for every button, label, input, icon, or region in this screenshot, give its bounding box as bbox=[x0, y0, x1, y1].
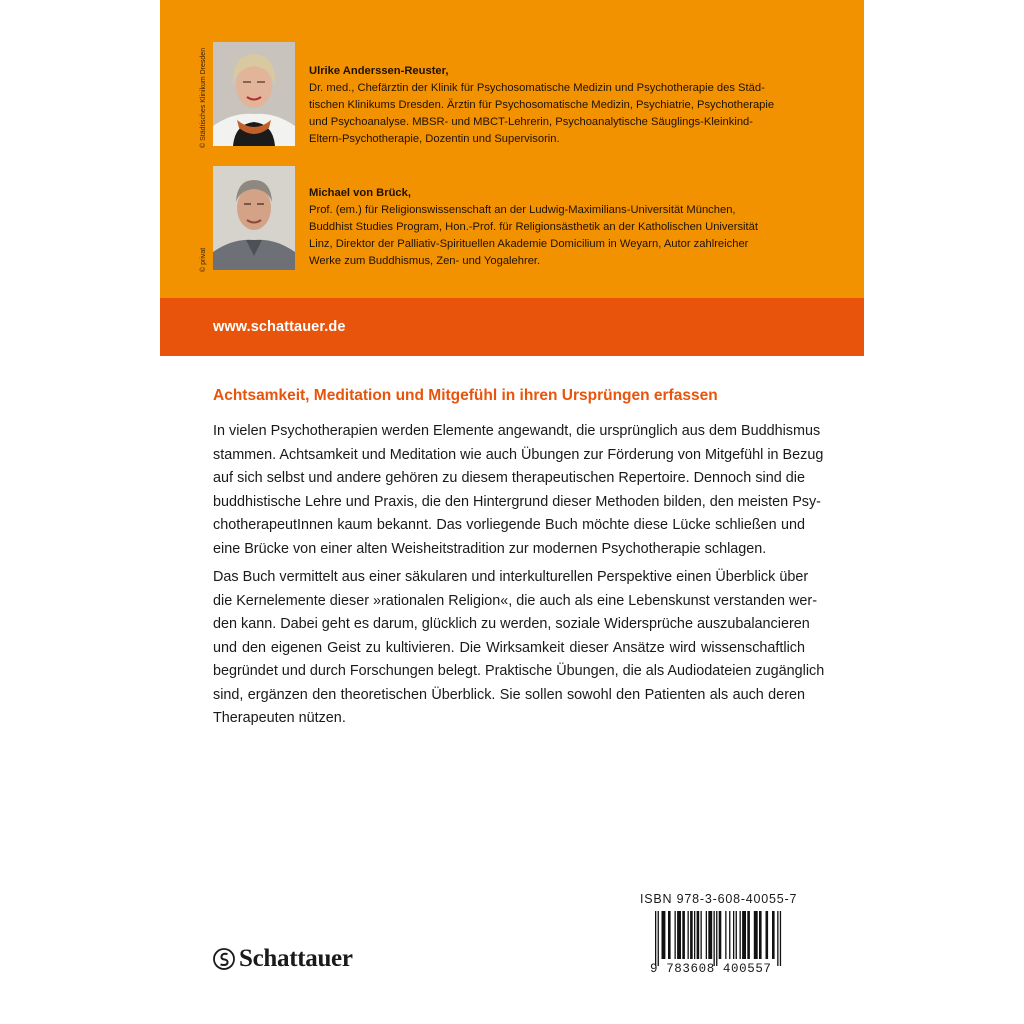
bio-line: Buddhist Studies Program, Hon.-Prof. für Religionsästhetik an der Katholischen Universität bbox=[309, 221, 758, 233]
schattauer-logo-icon bbox=[213, 948, 235, 970]
paragraph-line: auf sich selbst und andere gehören zu diesem therapeutischen Repertoire. Dennoch sind die bbox=[213, 470, 805, 486]
author-photo-1 bbox=[213, 42, 295, 146]
website-link[interactable]: www.schattauer.de bbox=[213, 319, 346, 335]
author-bio-2 bbox=[309, 185, 789, 270]
headline: Achtsamkeit, Meditation und Mitgefühl in ihren Ursprüngen erfassen bbox=[213, 387, 718, 404]
bio-line: Dr. med., Chefärztin der Klinik für Psychosomatische Medizin und Psychotherapie des Städ- bbox=[309, 82, 765, 94]
author-name-1: Ulrike Anderssen-Reuster, bbox=[309, 65, 449, 77]
paragraph-line: begründet und durch Forschungen belegt. Praktische Übungen, die als Audiodateien zugänglich bbox=[213, 663, 825, 679]
author-bio-1 bbox=[309, 63, 789, 148]
barcode-digits: 9 783608 400557 bbox=[650, 962, 772, 976]
bio-line: Linz, Direktor der Palliativ-Spirituellen Akademie Domicilium in Weyarn, Autor zahlreicher bbox=[309, 238, 749, 250]
bio-line: tischen Klinikums Dresden. Ärztin für Psychosomatische Medizin, Psychiatrie, Psychotherapie bbox=[309, 99, 775, 111]
paragraph-line: den kann. Dabei geht es darum, glücklich zu werden, soziale Widersprüche auszubalancieren bbox=[213, 616, 810, 632]
paragraph-line: sind, ergänzen den theoretischen Überblick. Sie sollen sowohl den Patienten als auch deren bbox=[213, 686, 805, 703]
photo-credit-2: © privat bbox=[200, 247, 207, 272]
paragraph-1 bbox=[213, 420, 824, 561]
barcode bbox=[653, 911, 806, 966]
bio-line: Werke zum Buddhismus, Zen- und Yogalehrer. bbox=[309, 255, 541, 267]
paragraph-line: stammen. Achtsamkeit und Meditation wie auch Übungen zur Förderung von Mitgefühl in Bezug bbox=[213, 446, 824, 463]
isbn-text: ISBN 978-3-608-40055-7 bbox=[640, 892, 798, 906]
paragraph-line: die Kernelemente dieser »rationalen Religion«, die auch als eine Lebenskunst verstanden wer- bbox=[213, 592, 817, 609]
publisher-logo bbox=[213, 944, 353, 974]
paragraph-2 bbox=[213, 566, 825, 731]
bio-line: Eltern-Psychotherapie, Dozentin und Supervisorin. bbox=[309, 133, 560, 145]
paragraph-line: chotherapeutInnen kaum bekannt. Das vorliegende Buch möchte diese Lücke schließen und bbox=[213, 517, 805, 533]
bio-line: Prof. (em.) für Religionswissenschaft an der Ludwig-Maximilians-Universität München, bbox=[309, 204, 736, 216]
author-name-2: Michael von Brück, bbox=[309, 187, 411, 199]
bio-line: und Psychoanalyse. MBSR- und MBCT-Lehrerin, Psychoanalytische Säuglings-Kleinkind- bbox=[309, 116, 753, 128]
paragraph-line: In vielen Psychotherapien werden Elemente angewandt, die ursprünglich aus dem Buddhismus bbox=[213, 423, 821, 439]
author-photo-2 bbox=[213, 166, 295, 270]
photo-credit-1: © Städtisches Klinikum Dresden bbox=[200, 47, 207, 148]
paragraph-line: und den eigenen Geist zu kultivieren. Die Wirksamkeit dieser Ansätze wird wissenschaftlich bbox=[213, 639, 805, 656]
paragraph-line: Therapeuten nützen. bbox=[213, 710, 346, 726]
paragraph-line: Das Buch vermittelt aus einer säkularen und interkulturellen Perspektive einen Überblick über bbox=[213, 569, 809, 585]
publisher-name: Schattauer bbox=[239, 945, 353, 972]
paragraph-line: buddhistische Lehre und Praxis, die den Hintergrund dieser Methoden bilden, den meisten Psy- bbox=[213, 493, 821, 510]
paragraph-line: eine Brücke von einer alten Weisheitstradition zur modernen Psychotherapie schlagen. bbox=[213, 540, 767, 557]
